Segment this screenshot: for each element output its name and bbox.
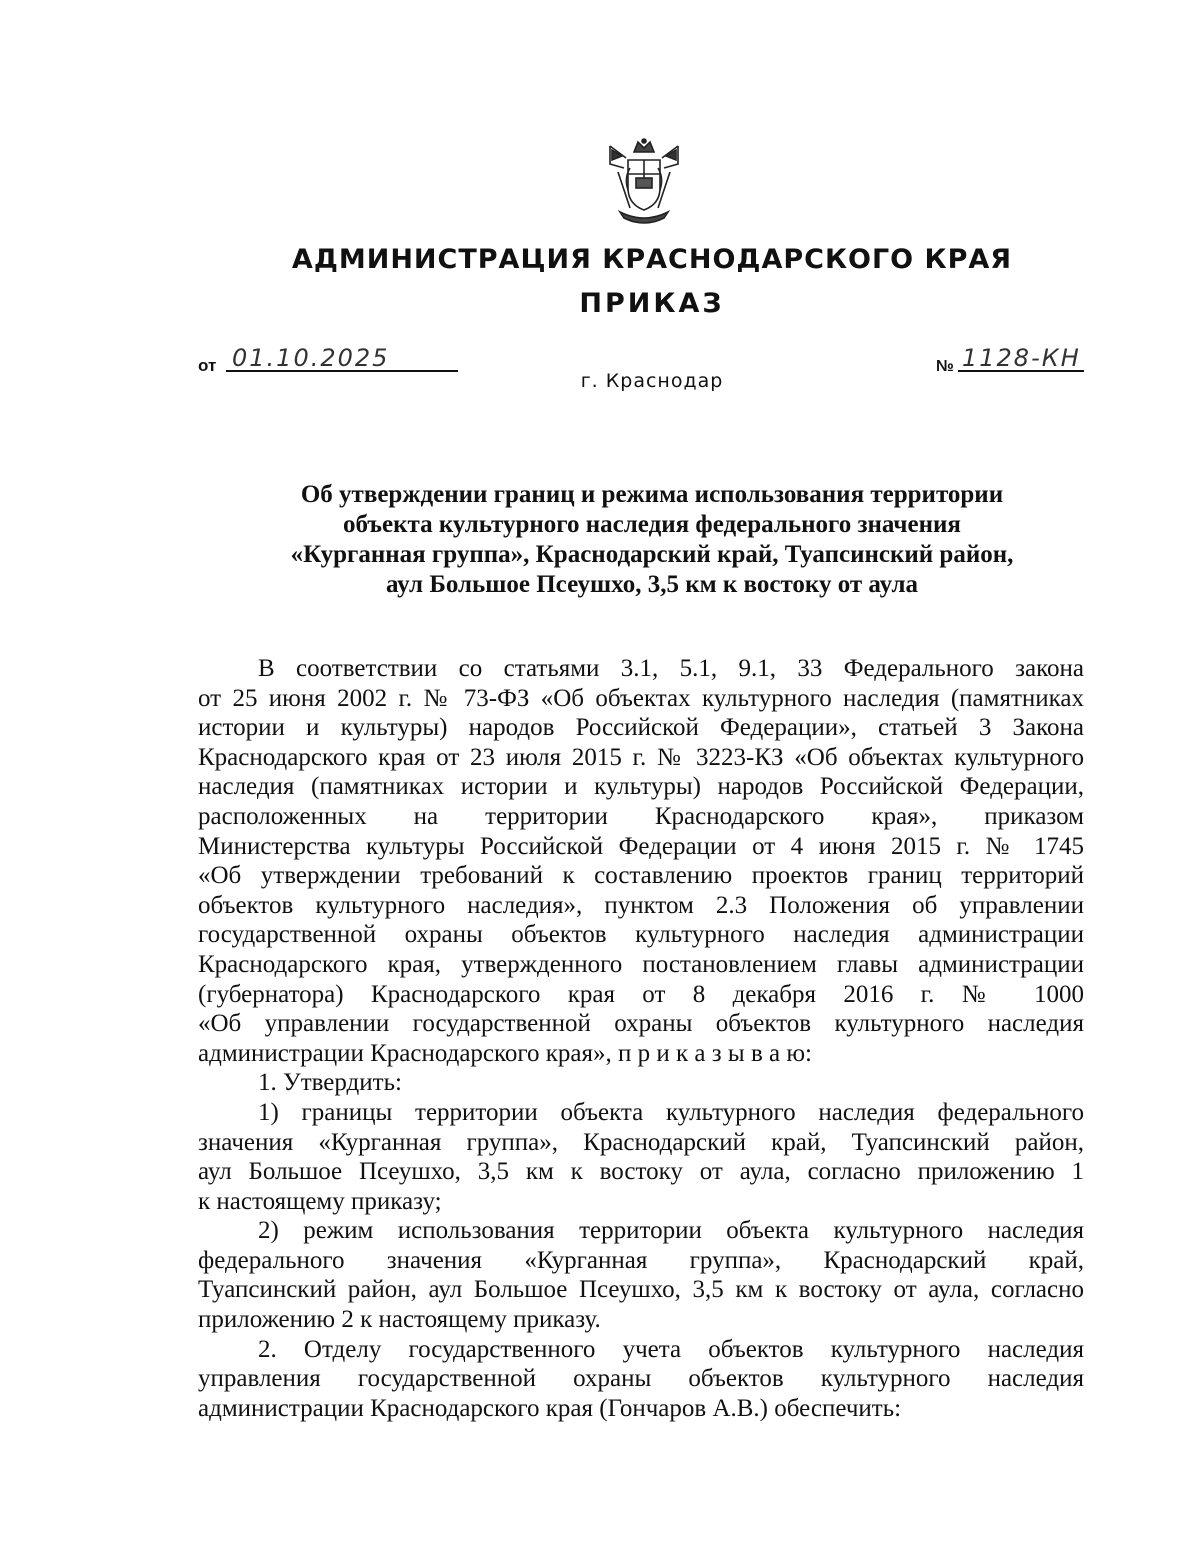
body-line: расположенных на территории Краснодарского края», приказом — [198, 802, 1084, 830]
body-line: 2) режим использования территории объекта культурного наследия — [258, 1217, 1084, 1245]
body-line: к настоящему приказу; — [198, 1187, 442, 1215]
body-line: В соответствии со статьями 3.1, 5.1, 9.1, 33 Федерального закона — [258, 655, 1084, 682]
body-line: администрации Краснодарского края», п р и к а з ы в а ю: — [198, 1039, 812, 1067]
body-line: 2. Отделу государственного учета объектов культурного наследия — [258, 1335, 1084, 1363]
coat-of-arms-icon — [604, 138, 684, 226]
body-line: аул Большое Псеушхо, 3,5 км к востоку от аула, согласно приложению 1 — [198, 1158, 1084, 1186]
body-line: наследия (памятниках истории и культуры) народов Российской Федерации, — [198, 773, 1084, 801]
title-line: объекта культурного наследия федерального значения — [343, 511, 961, 538]
body-line: управления государственной охраны объектов культурного наследия — [198, 1365, 1084, 1393]
body-line: Краснодарского края от 23 июля 2015 г. № 3223-КЗ «Об объектах культурного — [198, 743, 1084, 771]
body-line: от 25 июня 2002 г. № 73-ФЗ «Об объектах культурного наследия (памятниках — [198, 684, 1084, 712]
title-line: Об утверждении границ и режима использования территории — [300, 481, 1004, 508]
body-line: значения «Курганная группа», Краснодарский край, Туапсинский район, — [198, 1128, 1084, 1156]
city-name: г. Краснодар — [580, 370, 724, 392]
document-type: ПРИКАЗ — [579, 288, 725, 319]
title-line: аул Большое Псеушхо, 3,5 км к востоку от аула — [385, 571, 919, 598]
coat-of-arms-emblem — [604, 138, 684, 226]
document-title — [200, 480, 1104, 600]
body-line: «Об утверждении требований к составлению проектов границ территорий — [198, 862, 1084, 890]
body-line: Министерства культуры Российской Федерации от 4 июня 2015 г. № 1745 — [198, 832, 1084, 860]
body-line: истории и культуры) народов Российской Федерации», статьей 3 Закона — [198, 714, 1084, 742]
body-line: федерального значения «Курганная группа», Краснодарский край, — [198, 1246, 1084, 1274]
number-label: № — [936, 358, 954, 375]
body-line: государственной охраны объектов культурного наследия администрации — [198, 921, 1084, 949]
body-line: приложению 2 к настоящему приказу. — [198, 1306, 601, 1334]
handwritten-number: 1128-КН — [962, 344, 1081, 372]
organization-name: АДМИНИСТРАЦИЯ КРАСНОДАРСКОГО КРАЯ — [291, 244, 1013, 275]
body-line: Туапсинский район, аул Большое Псеушхо, 3,5 км к востоку от аула, согласно — [198, 1276, 1084, 1304]
body-line: администрации Краснодарского края (Гончаров А.В.) обеспечить: — [198, 1394, 902, 1422]
body-line: 1) границы территории объекта культурного наследия федерального — [258, 1098, 1084, 1126]
body-line: 1. Утвердить: — [258, 1069, 402, 1097]
body-line: Краснодарского края, утвержденного постановлением главы администрации — [198, 950, 1084, 978]
body-line: (губернатора) Краснодарского края от 8 декабря 2016 г. № 1000 — [198, 980, 1084, 1008]
body-line: «Об управлении государственной охраны объектов культурного наследия — [198, 1010, 1084, 1038]
date-label: от — [198, 356, 217, 375]
title-line: «Курганная группа», Краснодарский край, Туапсинский район, — [290, 541, 1014, 568]
handwritten-date: 01.10.2025 — [232, 344, 390, 372]
document-body — [198, 654, 1084, 1423]
body-line: объектов культурного наследия», пунктом 2.3 Положения об управлении — [198, 891, 1084, 919]
